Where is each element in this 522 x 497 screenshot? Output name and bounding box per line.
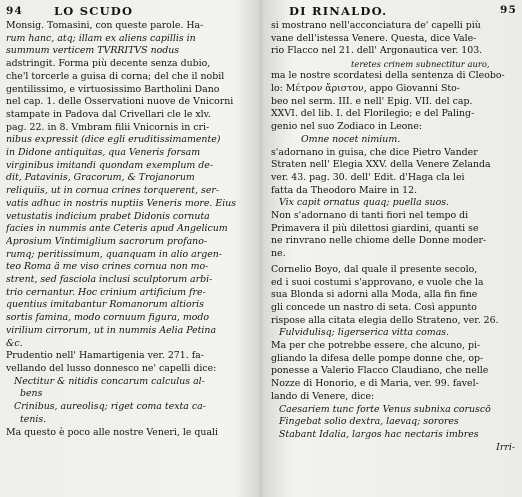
verse-line: Vix capit ornatus quaq; puella suos.	[279, 197, 450, 209]
text-line: in Didone antiquitas, qua Veneris forsam	[6, 147, 201, 159]
text-line: s'adornano in guisa, che dice Pietro Vander	[271, 146, 478, 158]
text-line: trio cernantur. Hoc crinium artificium fre-	[6, 286, 206, 298]
left-page-header	[6, 0, 254, 20]
right-page-header	[271, 0, 519, 20]
text-line: lo: Μέτρον ἄριστον, appo Giovanni Sto-	[271, 83, 460, 95]
text-line: strent, sed fasciola inclusi sculptorum arbi-	[6, 274, 213, 286]
text-line: nibus expressit (dice egli eruditissimamente)	[6, 134, 221, 146]
verse-line: bens	[20, 388, 43, 400]
text-line: &c.	[6, 337, 23, 349]
right-page-text	[271, 20, 519, 454]
verse-line: Stabant Idalia, largos hac nectaris imbres	[279, 429, 479, 440]
text-line: gentilissimo, e virtuosissimo Bartholini Dano	[6, 83, 220, 95]
text-line: beo nel serm. III. e nell' Epig. VII. del cap.	[271, 95, 473, 107]
right-running-head: DI RINALDO.	[289, 4, 388, 18]
text-line: XXVI. del lib. I. del Florilegio; e del Paling-	[271, 108, 475, 120]
text-line: summum verticem TVRRITVS nodus	[6, 45, 180, 57]
text-line: Monsig. Tomasini, con queste parole. Ha-	[6, 20, 204, 31]
text-line: Prudentio nell' Hamartigenia ver. 271. fa-	[6, 350, 204, 362]
text-line: rio Flacco nel 21. dell' Argonautica ver. 103.	[271, 45, 483, 57]
left-page-number: 94	[6, 5, 24, 17]
text-line: pag. 22. in 8. Vmbram filii Vnicornis in cri-	[6, 121, 210, 133]
text-line: Aprosium Vintimiglium sacrorum profano-	[6, 235, 208, 247]
verse-line: Fingebat solio dextra, laevaq; sorores	[279, 416, 459, 428]
text-line: fatta da Theodoro Maire in 12.	[271, 184, 418, 196]
text-line: Cornelio Boyo, dal quale il presente secolo,	[271, 263, 478, 275]
text-line: stampate in Padova dal Crivellari cle le xlv.	[6, 108, 211, 120]
text-line: Ma per che potrebbe essere, che alcuno, pi-	[271, 340, 481, 352]
text-line: rispose alla citata elegia dello Strateno, ver. 26.	[271, 314, 499, 326]
text-line: facies in nummis ante Ceteris apud Angelicum	[6, 223, 228, 235]
text-line: Non s'adornano di tanti fiori nel tempo di	[271, 210, 469, 222]
text-line: si mostrano nell'acconciatura de' capelli più	[271, 20, 481, 31]
verse-line: tenis.	[20, 413, 47, 425]
text-line: genio nel suo Zodiaco in Leone:	[271, 121, 423, 133]
text-line: gliando la difesa delle pompe donne che, op-	[271, 352, 484, 364]
text-line: virginibus imitandi quondam exemplum de-	[6, 159, 213, 171]
verse-line: Caesariem tunc forte Venus subnixa coruscō	[279, 403, 491, 415]
text-line: ver. 43. pag. 30. dell' Edit. d'Haga cla lei	[271, 171, 465, 183]
text-line: vatis adhuc in nostris nuptiis Veneris more. Eius	[6, 197, 237, 209]
verse-line: teretes crinem subnectitur auro,	[351, 59, 490, 70]
text-line: nel cap. 1. delle Osservationi nuove de Vnicorni	[6, 96, 234, 108]
catchword: Irri-	[496, 441, 515, 453]
left-page	[6, 0, 254, 497]
left-running-head: LO SCUDO	[54, 4, 134, 18]
text-line: rum hanc, atq; illam ex aliens capillis in	[6, 32, 196, 44]
verse-line: Crinibus, aureolisq; riget coma texta ca-	[14, 401, 206, 413]
text-line: virilium cirrorum, ut in nummis Aelia Petina	[6, 324, 217, 336]
text-line: vane dell'istessa Venere. Questa, dice Vale-	[271, 32, 477, 44]
text-line: vetustatis indicium prabet Didonis cornuta	[6, 210, 210, 222]
text-line: teo Roma ä me viso crines cornua non mo-	[6, 261, 209, 273]
text-line: ponesse a Valerio Flacco Claudiano, che nelle	[271, 365, 489, 377]
verse-line: Fulvidulisq; ligerserica vitta comas.	[279, 327, 450, 339]
text-line: gli concede un nastro di seta. Così appunto	[271, 301, 477, 313]
text-line: lando di Venere, dice:	[271, 390, 375, 402]
text-line: Straten nell' Elegia XXV. della Venere Zelanda	[271, 159, 491, 171]
verse-line: Nectitur & nitidis concarum calculus al-	[14, 375, 205, 387]
right-page-number: 95	[499, 4, 517, 16]
verse-line: Omne nocet nimium.	[301, 133, 401, 145]
text-line: dit, Patavinis, Gracorum, & Trojanorum	[6, 172, 195, 184]
text-line: ma le nostre scordatesi della sentenza di Cleobo-	[271, 70, 505, 82]
text-line: reliquiis, ut in cornua crines torquerent, ser-	[6, 185, 220, 197]
text-line: sua Blonda si adorni alla Moda, alla fin fine	[271, 289, 478, 301]
left-page-text	[6, 20, 254, 439]
text-line: che'l torcerle a guisa di corna; del che il nobil	[6, 70, 225, 82]
text-line: ed i suoi costumi s'approvano, e vuole che la	[271, 276, 484, 288]
text-line: Nozze di Honorio, e di Maria, ver. 99. favel-	[271, 378, 479, 390]
text-line: Primavera il più dilettosi giardini, quanti se	[271, 222, 479, 234]
text-line: ne.	[271, 248, 286, 260]
text-line: vellando del lusso donnesco ne' capelli dice:	[6, 362, 217, 374]
text-line: adstringit. Forma più decente senza dubio,	[6, 58, 211, 70]
text-line: ne rinvrano nelle chiome delle Donne moder-	[271, 235, 487, 247]
text-line: Ma questo è poco alle nostre Veneri, le quali	[6, 426, 219, 438]
text-line: rumq; peritissimum, quanquam in alio argen-	[6, 248, 222, 260]
text-line: sortis famina, modo cornuum figura, modo	[6, 312, 210, 324]
right-page	[271, 0, 519, 497]
text-line: quentius imitabantur Romanorum altioris	[6, 299, 204, 311]
